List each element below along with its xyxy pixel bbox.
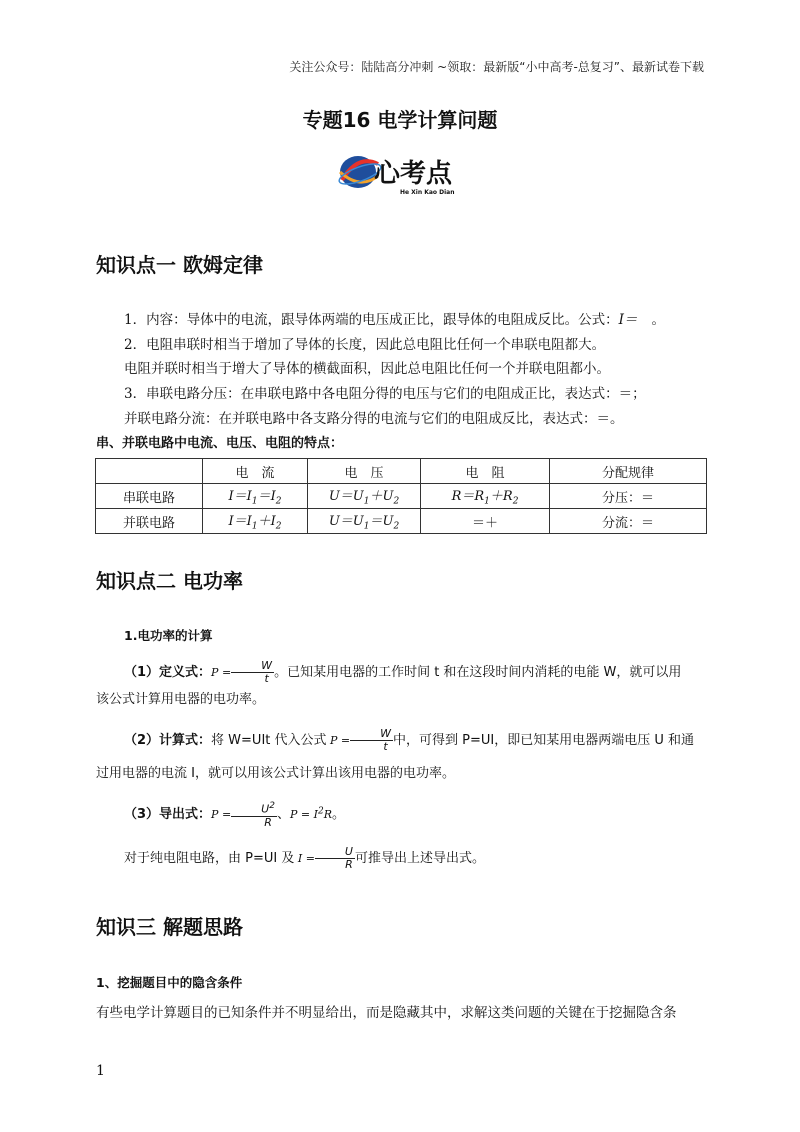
series-voltage-text: 3．串联电路分压：在串联电路中各电阻分得的电压与它们的电阻成正比，表达式：＝； [124,386,646,402]
definition-text: 。已知某用电器的工作时间 t 和在这段时间内消耗的电能 W，就可以用 [274,665,682,680]
series-resistance-text: 2．电阻串联时相当于增加了导体的长度，因此总电阻比任何一个串联电阻都大。 [124,337,606,353]
page-title: 专题16 电学计算问题 [302,108,498,132]
calculation-text-a: 将 W=UIt 代入公式 [211,733,327,748]
table-cell: $U=U_1+U_2$ [308,484,421,509]
table-cell: $I=I_1+I_2$ [203,509,308,534]
definition-label: （1）定义式： [124,665,212,680]
calculation-label: （2）计算式： [124,733,212,748]
parallel-current-text: 并联电路分流：在并联电路中各支路分得的电流与它们的电阻成反比，表达式：＝。 [124,411,624,427]
table-header-cell: 电 压 [308,459,421,484]
header-note: 关注公众号：陆陆高分冲刺 ~领取：最新版“小中高考-总复习”、最新试卷下载 [289,60,704,74]
table-header-cell [96,459,203,484]
definition-text-2: 该公式计算用电器的电功率。 [96,692,266,707]
formula-u2-over-r: $\frac{U^2}{R}$ [231,800,277,829]
derived-label: （3）导出式： [124,806,212,822]
section3-heading: 知识三 解题思路 [96,915,243,939]
pure-resistance-text-a: 对于纯电阻电路，由 P=UI 及 [124,851,295,866]
table-row [96,509,707,534]
hidden-conditions-text: 有些电学计算题目的已知条件并不明显给出，而是隐藏其中，求解这类问题的关键在于挖掘隐含条 [96,1005,677,1021]
formula-w-over-t-2: $\frac{W}{t}$ [350,728,393,753]
pure-resistance-text-b: 可推导出上述导出式。 [354,851,485,866]
table-header-cell: 分配规律 [550,459,707,484]
table-cell: $R=R_1+R_2$ [421,484,550,509]
table-cell: $I=I_1=I_2$ [203,484,308,509]
calculation-text-b: 中，可得到 P=UI，即已知某用电器两端电压 U 和通 [393,733,695,748]
table-row-label: 串联电路 [96,484,203,509]
ohm-formula: I＝ [618,312,638,328]
derived-end: 。 [331,806,345,822]
calculation-text-2: 过用电器的电流 I，就可以用该公式计算出该用电器的电功率。 [96,766,455,781]
ohm-content-end: 。 [651,312,665,328]
logo-text: 心考点 [374,159,453,189]
table-cell: 分压：＝ [550,484,707,509]
table-header-cell: 电 阻 [421,459,550,484]
table-row [96,484,707,509]
section2-heading: 知识点二 电功率 [96,569,243,593]
pure-resistance-line: 对于纯电阻电路，由 P=UI 及 I = $\frac{U}{R}$ 可推导出上述导出式。 [124,845,485,871]
table-header-cell: 电 流 [203,459,308,484]
table-cell: 分流：＝ [550,509,707,534]
table-header-row [96,459,707,484]
table-row-label: 并联电路 [96,509,203,534]
table-cell: ＝＋ [421,509,550,534]
formula-w-over-t: $\frac{W}{t}$ [231,660,274,685]
calculation-line: （2）计算式：将 W=UIt 代入公式 P = $\frac{W}{t}$ 中，可得到 P=UI，即已知某用电器两端电压 U 和通 [124,727,695,753]
section1-heading: 知识点一 欧姆定律 [96,253,263,277]
table-caption: 串、并联电路中电流、电压、电阻的特点： [96,436,344,451]
power-subheading: 1.电功率的计算 [124,628,213,643]
ohm-content-text: 1．内容：导体中的电流，跟导体两端的电压成正比，跟导体的电阻成反比。公式： [124,312,619,328]
page-number: 1 [96,1063,105,1079]
derived-line: （3）导出式：P = $\frac{U^2}{R}$ 、$P = I^2R$。 [124,801,345,829]
table-cell: $U=U_1=U_2$ [308,509,421,534]
parallel-resistance-text: 电阻并联时相当于增大了导体的横截面积，因此总电阻比任何一个并联电阻都小。 [124,361,610,377]
definition-line: （1）定义式：P = $\frac{W}{t}$ 。已知某用电器的工作时间 t 和在这段时间内消耗的电能 W，就可以用 [124,659,682,685]
formula-u-over-r: $\frac{U}{R}$ [315,846,355,871]
derived-separator: 、 [276,806,290,822]
ohm-content [96,310,710,330]
logo-subtext: He Xin Kao Dian [400,189,455,196]
logo [338,150,462,198]
hidden-conditions-subheading: 1、挖掘题目中的隐含条件 [96,975,243,990]
circuit-table [95,458,707,534]
